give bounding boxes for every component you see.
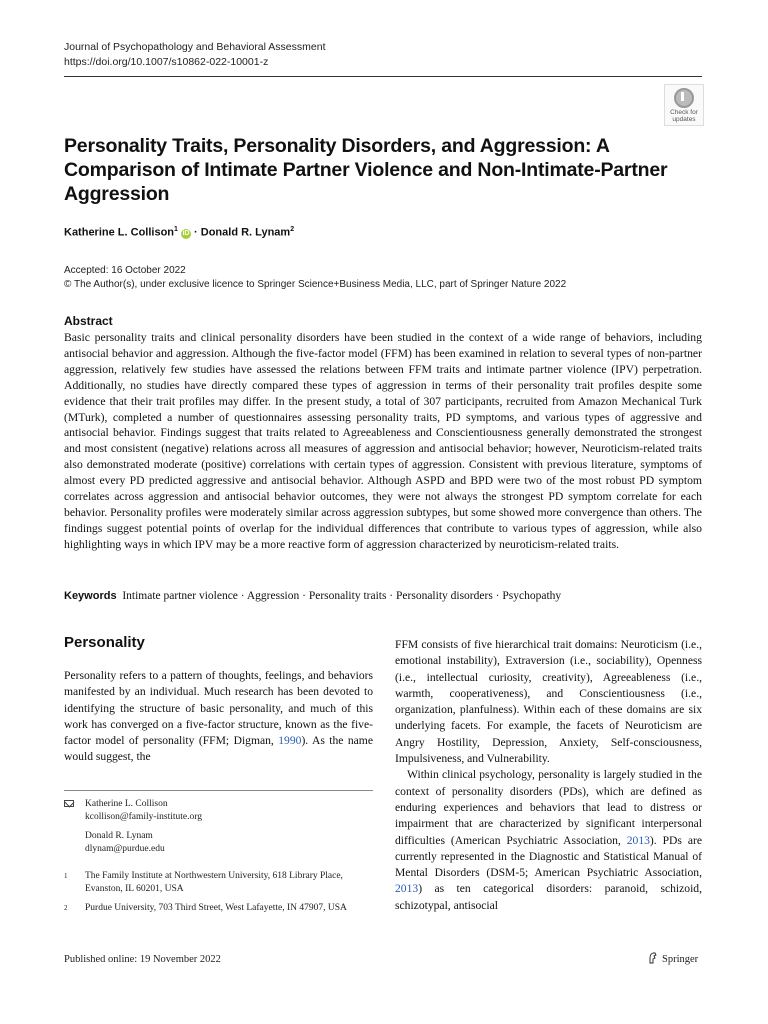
- citation-link[interactable]: 2013: [626, 833, 650, 847]
- right-p2-c: ) as ten categorical disorders: paranoid, schizoid, schizotypal, antisocial: [395, 882, 702, 912]
- springer-horse-icon: [648, 952, 658, 964]
- doi-link[interactable]: https://doi.org/10.1007/s10862-022-10001-z: [64, 56, 269, 68]
- right-paragraph-1: FFM consists of five hierarchical trait domains: Neuroticism (i.e., emotional instability), Extraversion (i.e., sociability), Openness (i.e., intellectual curiosity, creativity), Agreeableness (i.e., warmth, cooperativeness), and Conscientiousness (i.e., organization, planfulness). Within each of these domains are six underlying facets. For example, the facets of Neuroticism are Angry Hostility, Depression, Anxiety, Self-consciousness, Impulsiveness, and Vulnerability.: [395, 638, 702, 766]
- dates-block: [64, 264, 566, 292]
- crossmark-label-2: updates: [672, 116, 696, 123]
- paper-title: Personality Traits, Personality Disorders, and Aggression: A Comparison of Intimate Partner Violence and Non-Intimate-Partner Aggression: [64, 135, 668, 205]
- affiliation-1-number: 1: [64, 872, 68, 880]
- author-1-affiliation: 1: [174, 226, 178, 233]
- contact-1-email[interactable]: kcollison@family-institute.org: [85, 812, 203, 822]
- left-column-text: [64, 668, 373, 766]
- contact-2-name: Donald R. Lynam: [85, 831, 153, 841]
- envelope-icon: [64, 800, 74, 807]
- citation-link[interactable]: 2013: [395, 882, 419, 896]
- footnote-rule: [64, 790, 373, 791]
- keywords-label: Keywords: [64, 590, 117, 602]
- left-paragraph-b: ). As the name would suggest, the: [64, 734, 373, 764]
- published-online: Published online: 19 November 2022: [64, 954, 221, 965]
- journal-header: [64, 40, 326, 70]
- contact-2-email[interactable]: dlynam@purdue.edu: [85, 844, 165, 854]
- author-1[interactable]: Katherine L. Collison: [64, 226, 175, 239]
- author-2-affiliation: 2: [290, 226, 295, 233]
- author-separator: ·: [190, 226, 201, 239]
- author-2[interactable]: Donald R. Lynam: [200, 226, 291, 239]
- left-paragraph-a: Personality refers to a pattern of thoughts, feelings, and behaviors manifested by an individual. Much research has been devoted to identifying the structure of basic personality, and much of this work has converged on a five-factor structure, known as the five-factor model of personality (FFM; Digman,: [64, 669, 373, 748]
- accepted-date: Accepted: 16 October 2022: [64, 265, 186, 276]
- right-column-text: [395, 637, 702, 914]
- section-heading: Personality: [64, 634, 145, 651]
- keywords-list: Intimate partner violence · Aggression · Personality traits · Personality disorders · Psychopathy: [122, 590, 562, 602]
- affiliation-1-text: The Family Institute at Northwestern University, 618 Library Place, Evanston, IL 60201, USA: [85, 871, 343, 894]
- abstract-heading: Abstract: [64, 314, 113, 328]
- copyright-line: © The Author(s), under exclusive licence to Springer Science+Business Media, LLC, part of Springer Nature 2022: [64, 279, 567, 290]
- header-rule: [64, 76, 702, 77]
- journal-name: Journal of Psychopathology and Behavioral Assessment: [64, 41, 326, 53]
- right-p2-b: ). PDs are currently represented in the Diagnostic and Statistical Manual of Mental Disorders (DSM-5; American Psychiatric Association,: [395, 833, 702, 880]
- affiliation-2-text: Purdue University, 703 Third Street, West Lafayette, IN 47907, USA: [85, 903, 347, 913]
- contact-1-name: Katherine L. Collison: [85, 799, 168, 809]
- publisher-logo: [648, 952, 698, 965]
- affiliation-1: [64, 870, 373, 896]
- publisher-name: Springer: [662, 954, 699, 965]
- keywords-line: [64, 590, 561, 602]
- correspondence-block: [64, 798, 373, 856]
- right-p2-a: Within clinical psychology, personality is largely studied in the context of personality disorders (PDs), which are defined as enduring experiences and behaviors that lead to distress or impairment that are characterized by significant interpersonal difficulties (American Psychiatric Association,: [395, 768, 702, 847]
- orcid-icon[interactable]: iD: [182, 229, 190, 237]
- author-list: [64, 226, 294, 239]
- check-for-updates-badge[interactable]: [664, 84, 704, 126]
- affiliation-2: [64, 902, 373, 915]
- crossmark-label-1: Check for: [670, 109, 698, 116]
- citation-link[interactable]: 1990: [278, 734, 302, 748]
- abstract-text: Basic personality traits and clinical personality disorders have been studied in the context of a wide range of behaviors, including antisocial behavior and aggression. Although the five-factor model (FFM) has been examined in relation to several types of non-partner aggression, relatively few studies have assessed the relations between FFM traits and intimate partner violence (IPV) perpetration. Additionally, no studies have directly compared these types of aggression in terms of their personality trait profiles despite some evidence that their trait profiles may differ. In the present study, a total of 307 participants, recruited from Amazon Mechanical Turk (MTurk), completed a number of questionnaires assessing personality traits, PD symptoms, and various types of aggressive and antisocial behavior. Findings suggest that traits related to Agreeableness and Conscientiousness generally demonstrated the strongest and most consistent (negative) relations across all measures of aggression and antisocial behavior; however, Neuroticism-related traits also demonstrated moderate (positive) correlations with certain types of aggression. Consistent with previous literature, symptoms of almost every PD predicted aggressive and antisocial behavior. Although ASPD and BPD were two of the most robust PD symptom correlates across aggression and antisocial behavior outcomes, they were not always the strongest PD symptom correlate for each behavior. Personality profiles were moderately similar across aggression subtypes, but some showed more convergence than others. The findings suggest potential points of overlap for the individual differences that contribute to various types of aggression, while also highlighting ways in which IPV may be a more reactive form of aggression characterized by neuroticism-related traits.: [64, 331, 702, 551]
- right-paragraph-2: [395, 767, 702, 914]
- affiliation-2-number: 2: [64, 904, 68, 912]
- crossmark-icon: [674, 88, 694, 108]
